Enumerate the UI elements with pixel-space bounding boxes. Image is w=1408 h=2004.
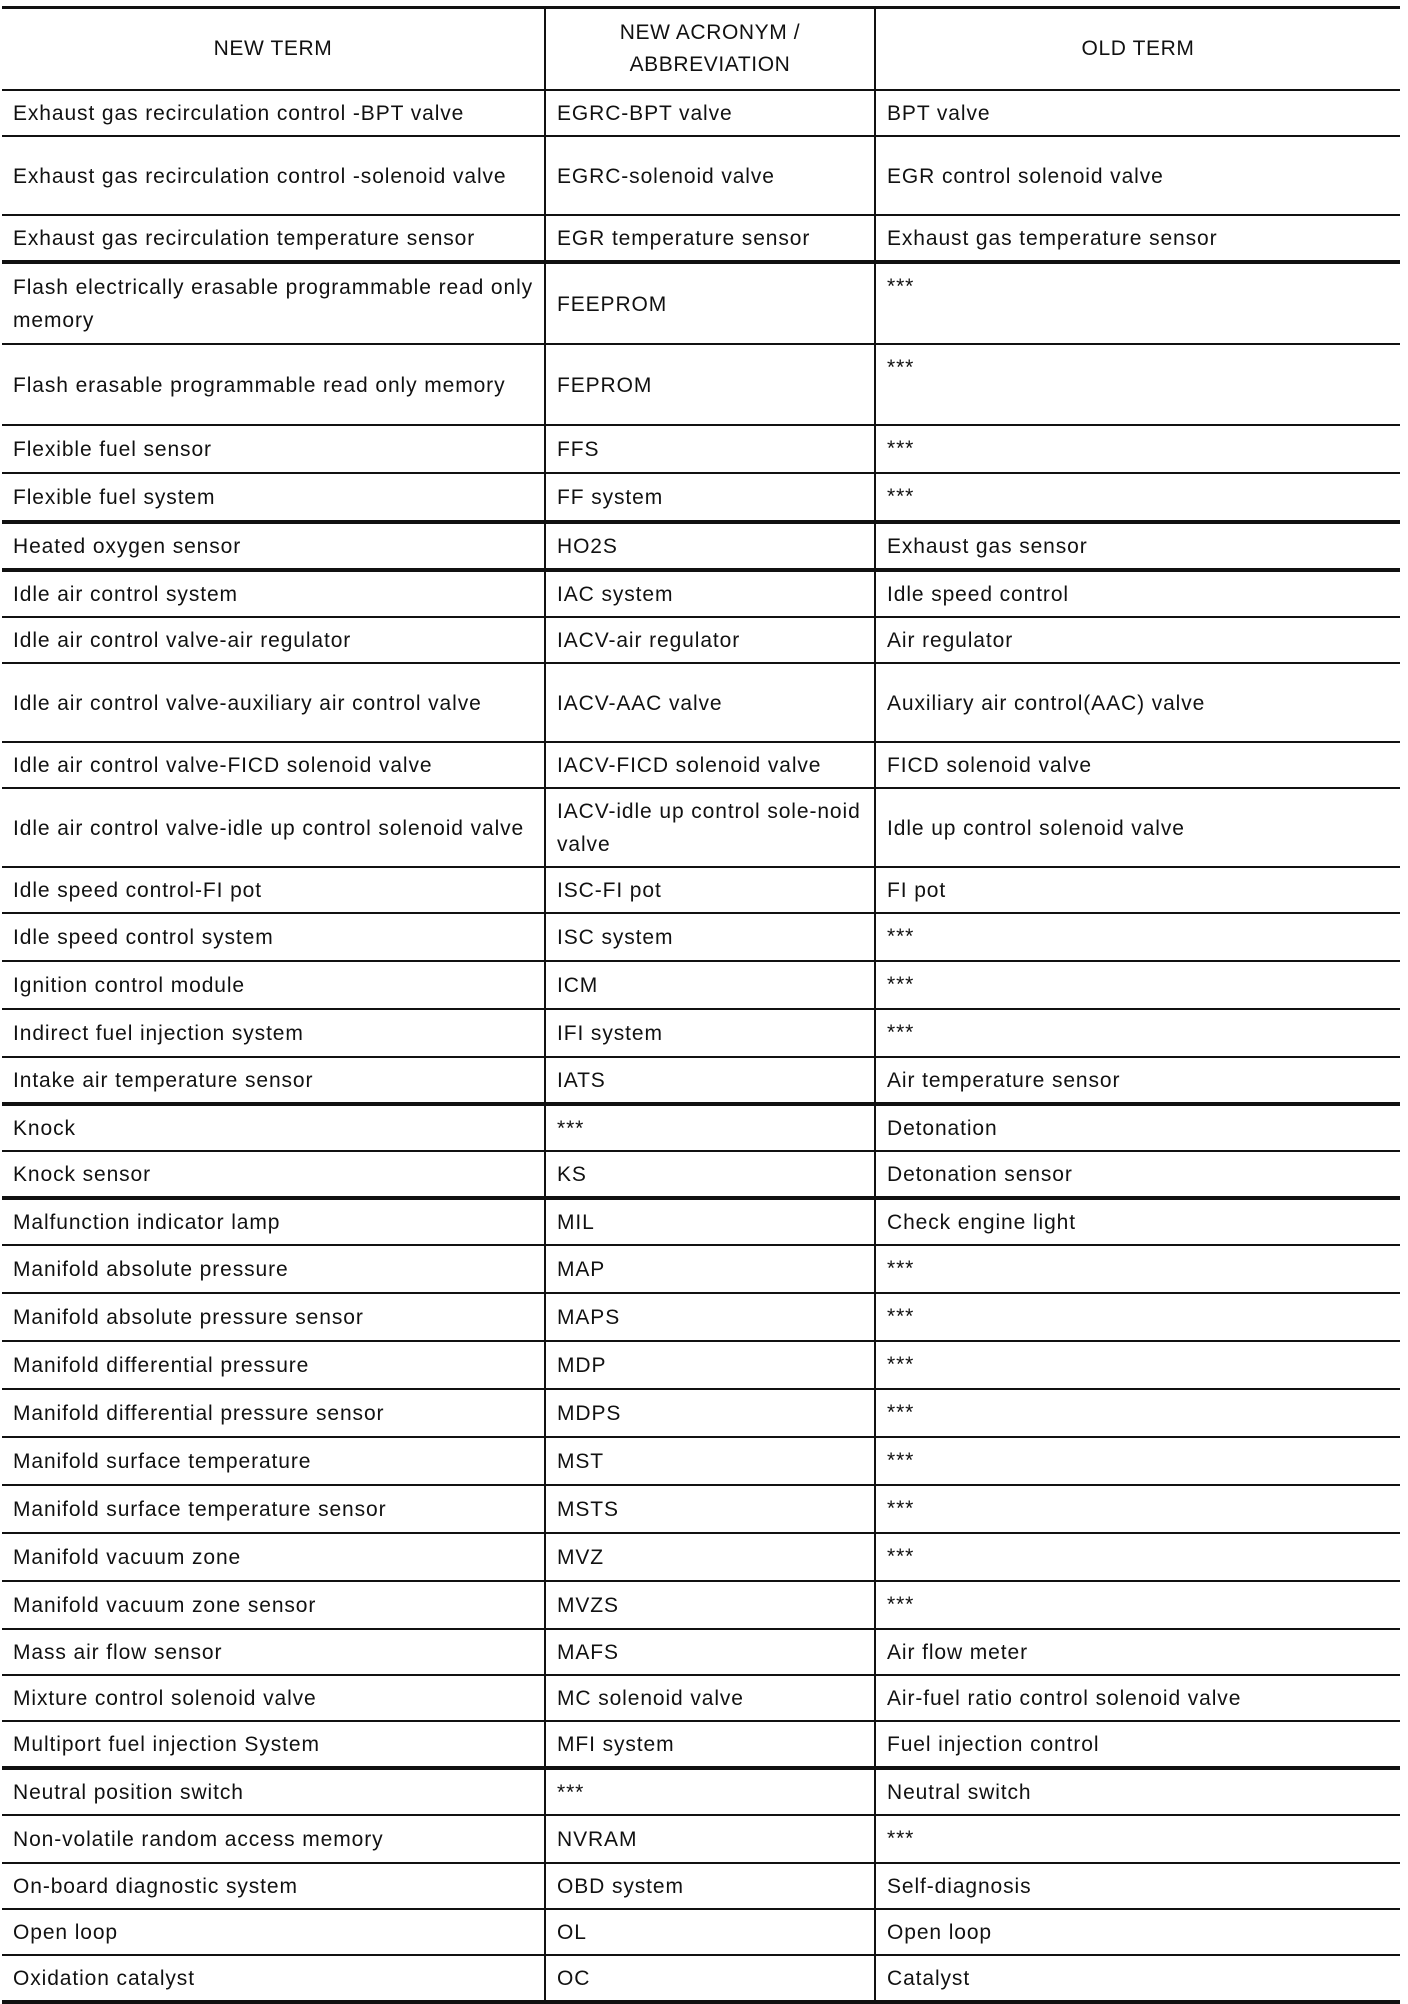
- acronym-cell: EGR temperature sensor: [545, 215, 875, 262]
- new-term-cell: Manifold surface temperature sensor: [2, 1485, 545, 1533]
- old-term-cell: Detonation sensor: [875, 1151, 1400, 1198]
- acronym-cell: OC: [545, 1955, 875, 2002]
- table-row: [2, 1293, 1400, 1341]
- acronym-cell: KS: [545, 1151, 875, 1198]
- old-term-cell: ***: [875, 1389, 1400, 1437]
- old-term-cell: Air flow meter: [875, 1629, 1400, 1675]
- acronym-cell: IACV-air regulator: [545, 617, 875, 663]
- new-term-cell: Idle speed control system: [2, 913, 545, 961]
- acronym-cell: EGRC-BPT valve: [545, 90, 875, 136]
- acronym-cell: MAPS: [545, 1293, 875, 1341]
- new-term-cell: Knock sensor: [2, 1151, 545, 1198]
- acronym-cell: MDP: [545, 1341, 875, 1389]
- new-term-cell: Flash electrically erasable programmable read only memory: [2, 262, 545, 344]
- old-term-cell: Auxiliary air control(AAC) valve: [875, 663, 1400, 742]
- new-term-cell: Idle air control valve-air regulator: [2, 617, 545, 663]
- old-term-cell: EGR control solenoid valve: [875, 136, 1400, 215]
- new-term-cell: Exhaust gas recirculation control -BPT valve: [2, 90, 545, 136]
- table-row: [2, 961, 1400, 1009]
- new-term-cell: Idle air control valve-idle up control solenoid valve: [2, 788, 545, 867]
- table-row: [2, 1863, 1400, 1909]
- table-row: [2, 262, 1400, 344]
- table-row: [2, 1768, 1400, 1815]
- table-row: [2, 1721, 1400, 1768]
- old-term-cell: Air-fuel ratio control solenoid valve: [875, 1675, 1400, 1721]
- table-row: [2, 1341, 1400, 1389]
- new-term-cell: Oxidation catalyst: [2, 1955, 545, 2002]
- table-row: [2, 570, 1400, 617]
- acronym-cell: MVZS: [545, 1581, 875, 1629]
- acronym-cell: FFS: [545, 425, 875, 473]
- table-row: [2, 522, 1400, 570]
- table-row: [2, 1955, 1400, 2002]
- acronym-cell: FF system: [545, 473, 875, 522]
- acronym-cell: IFI system: [545, 1009, 875, 1057]
- acronym-cell: IAC system: [545, 570, 875, 617]
- acronym-cell: OL: [545, 1909, 875, 1955]
- header-old-term: OLD TERM: [875, 8, 1400, 91]
- acronym-cell: MAP: [545, 1245, 875, 1293]
- table-row: [2, 1909, 1400, 1955]
- table-row: [2, 90, 1400, 136]
- acronym-cell: NVRAM: [545, 1815, 875, 1863]
- new-term-cell: Heated oxygen sensor: [2, 522, 545, 570]
- table-row: [2, 742, 1400, 788]
- old-term-cell: Self-diagnosis: [875, 1863, 1400, 1909]
- header-new-acronym: [545, 8, 875, 91]
- table-row: [2, 425, 1400, 473]
- new-term-cell: Manifold absolute pressure: [2, 1245, 545, 1293]
- new-term-cell: Manifold absolute pressure sensor: [2, 1293, 545, 1341]
- table-row: [2, 136, 1400, 215]
- old-term-cell: Open loop: [875, 1909, 1400, 1955]
- acronym-cell: EGRC-solenoid valve: [545, 136, 875, 215]
- acronym-cell: FEEPROM: [545, 262, 875, 344]
- table-row: [2, 1104, 1400, 1151]
- acronym-cell: IACV-idle up control sole-noid valve: [545, 788, 875, 867]
- old-term-cell: ***: [875, 1815, 1400, 1863]
- acronym-cell: ***: [545, 1104, 875, 1151]
- old-term-cell: ***: [875, 1437, 1400, 1485]
- table-row: [2, 1581, 1400, 1629]
- new-term-cell: Idle speed control-FI pot: [2, 867, 545, 913]
- old-term-cell: ***: [875, 1485, 1400, 1533]
- new-term-cell: Flash erasable programmable read only memory: [2, 344, 545, 425]
- table-row: [2, 1245, 1400, 1293]
- new-term-cell: Intake air temperature sensor: [2, 1057, 545, 1104]
- table-row: [2, 913, 1400, 961]
- new-term-cell: On-board diagnostic system: [2, 1863, 545, 1909]
- old-term-cell: Check engine light: [875, 1198, 1400, 1245]
- acronym-cell: MIL: [545, 1198, 875, 1245]
- new-term-cell: Flexible fuel sensor: [2, 425, 545, 473]
- table-row: [2, 663, 1400, 742]
- table-row: [2, 1198, 1400, 1245]
- table-body: [2, 90, 1400, 2002]
- terminology-table-page: [0, 6, 1408, 2004]
- table-row: [2, 788, 1400, 867]
- new-term-cell: Flexible fuel system: [2, 473, 545, 522]
- acronym-cell: MST: [545, 1437, 875, 1485]
- old-term-cell: FI pot: [875, 867, 1400, 913]
- old-term-cell: Fuel injection control: [875, 1721, 1400, 1768]
- old-term-cell: Catalyst: [875, 1955, 1400, 2002]
- old-term-cell: ***: [875, 913, 1400, 961]
- table-row: [2, 1009, 1400, 1057]
- table-row: [2, 1485, 1400, 1533]
- table-row: [2, 344, 1400, 425]
- old-term-cell: Exhaust gas temperature sensor: [875, 215, 1400, 262]
- new-term-cell: Knock: [2, 1104, 545, 1151]
- table-row: [2, 473, 1400, 522]
- new-term-cell: Mass air flow sensor: [2, 1629, 545, 1675]
- old-term-cell: ***: [875, 1009, 1400, 1057]
- acronym-cell: IACV-AAC valve: [545, 663, 875, 742]
- table-row: [2, 1629, 1400, 1675]
- table-row: [2, 1815, 1400, 1863]
- old-term-cell: ***: [875, 344, 1400, 425]
- old-term-cell: Air regulator: [875, 617, 1400, 663]
- old-term-cell: ***: [875, 1341, 1400, 1389]
- table-row: [2, 867, 1400, 913]
- old-term-cell: ***: [875, 473, 1400, 522]
- acronym-cell: FEPROM: [545, 344, 875, 425]
- old-term-cell: ***: [875, 1293, 1400, 1341]
- new-term-cell: Non-volatile random access memory: [2, 1815, 545, 1863]
- acronym-cell: MAFS: [545, 1629, 875, 1675]
- new-term-cell: Idle air control system: [2, 570, 545, 617]
- table-row: [2, 1533, 1400, 1581]
- new-term-cell: Neutral position switch: [2, 1768, 545, 1815]
- acronym-cell: ISC system: [545, 913, 875, 961]
- new-term-cell: Manifold vacuum zone sensor: [2, 1581, 545, 1629]
- acronym-cell: MFI system: [545, 1721, 875, 1768]
- acronym-cell: MDPS: [545, 1389, 875, 1437]
- new-term-cell: Indirect fuel injection system: [2, 1009, 545, 1057]
- old-term-cell: Detonation: [875, 1104, 1400, 1151]
- table-row: [2, 617, 1400, 663]
- old-term-cell: ***: [875, 1533, 1400, 1581]
- table-row: [2, 1057, 1400, 1104]
- new-term-cell: Multiport fuel injection System: [2, 1721, 545, 1768]
- old-term-cell: BPT valve: [875, 90, 1400, 136]
- old-term-cell: Idle speed control: [875, 570, 1400, 617]
- old-term-cell: Air temperature sensor: [875, 1057, 1400, 1104]
- new-term-cell: Exhaust gas recirculation temperature sensor: [2, 215, 545, 262]
- new-term-cell: Malfunction indicator lamp: [2, 1198, 545, 1245]
- table-row: [2, 215, 1400, 262]
- new-term-cell: Manifold differential pressure: [2, 1341, 545, 1389]
- acronym-cell: IACV-FICD solenoid valve: [545, 742, 875, 788]
- acronym-cell: MVZ: [545, 1533, 875, 1581]
- new-term-cell: Manifold surface temperature: [2, 1437, 545, 1485]
- old-term-cell: ***: [875, 1245, 1400, 1293]
- acronym-cell: HO2S: [545, 522, 875, 570]
- acronym-cell: IATS: [545, 1057, 875, 1104]
- new-term-cell: Ignition control module: [2, 961, 545, 1009]
- old-term-cell: ***: [875, 425, 1400, 473]
- new-term-cell: Open loop: [2, 1909, 545, 1955]
- old-term-cell: ***: [875, 1581, 1400, 1629]
- new-term-cell: Manifold differential pressure sensor: [2, 1389, 545, 1437]
- acronym-cell: OBD system: [545, 1863, 875, 1909]
- old-term-cell: ***: [875, 262, 1400, 344]
- acronym-cell: ISC-FI pot: [545, 867, 875, 913]
- acronym-cell: ICM: [545, 961, 875, 1009]
- acronym-cell: MC solenoid valve: [545, 1675, 875, 1721]
- new-term-cell: Exhaust gas recirculation control -solenoid valve: [2, 136, 545, 215]
- acronym-cell: MSTS: [545, 1485, 875, 1533]
- table-row: [2, 1437, 1400, 1485]
- table-header-row: [2, 8, 1400, 91]
- header-acronym-line2: ABBREVIATION: [629, 53, 791, 76]
- old-term-cell: Neutral switch: [875, 1768, 1400, 1815]
- table-row: [2, 1151, 1400, 1198]
- old-term-cell: Idle up control solenoid valve: [875, 788, 1400, 867]
- header-new-term: NEW TERM: [2, 8, 545, 91]
- old-term-cell: Exhaust gas sensor: [875, 522, 1400, 570]
- table-row: [2, 1389, 1400, 1437]
- old-term-cell: FICD solenoid valve: [875, 742, 1400, 788]
- new-term-cell: Idle air control valve-auxiliary air control valve: [2, 663, 545, 742]
- header-acronym-line1: NEW ACRONYM /: [619, 21, 801, 44]
- new-term-cell: Mixture control solenoid valve: [2, 1675, 545, 1721]
- terminology-table: [2, 6, 1400, 2004]
- table-row: [2, 1675, 1400, 1721]
- old-term-cell: ***: [875, 961, 1400, 1009]
- new-term-cell: Manifold vacuum zone: [2, 1533, 545, 1581]
- acronym-cell: ***: [545, 1768, 875, 1815]
- new-term-cell: Idle air control valve-FICD solenoid valve: [2, 742, 545, 788]
